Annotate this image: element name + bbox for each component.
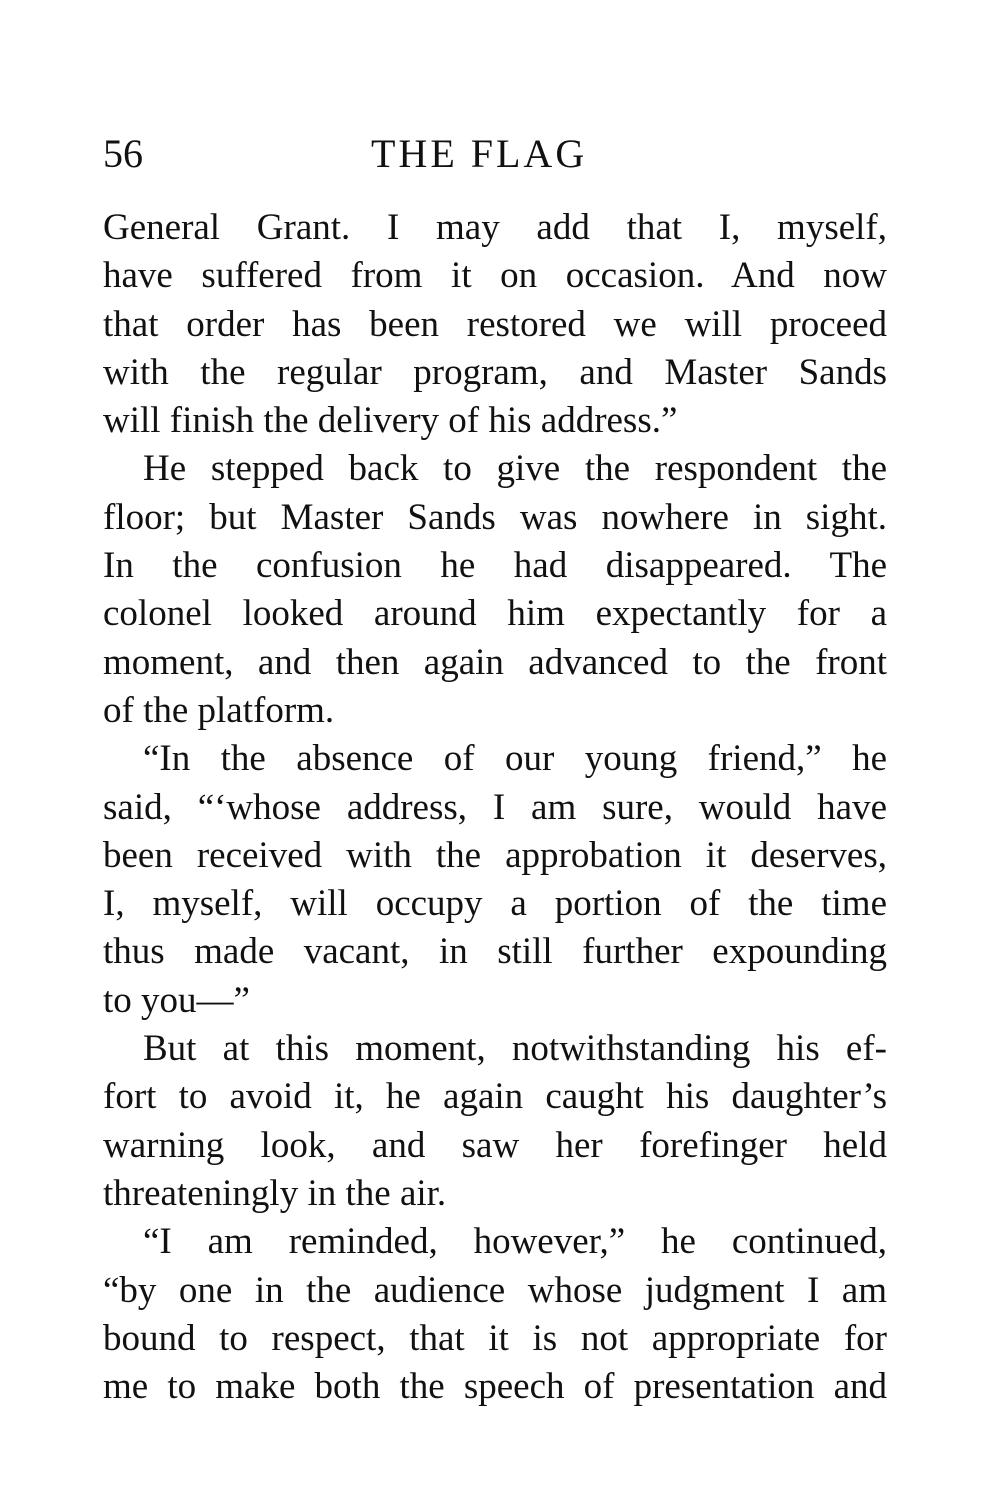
text-line: threateningly in the air. [103,1172,447,1214]
text-line: floor; but Master Sands was nowhere in sight. [103,496,887,538]
page-number: 56 [103,131,143,176]
text-line: that order has been restored we will proceed [103,303,887,345]
text-line: He stepped back to give the respondent the [143,448,887,490]
text-line: I, myself, will occupy a portion of the time [103,883,887,925]
text-line: General Grant. I may add that I, myself, [103,207,887,248]
body-text [103,204,887,1411]
text-line: with the regular program, and Master Sands [103,351,887,393]
text-line: bound to respect, that it is not appropriate for [103,1317,887,1359]
text-line: have suffered from it on occasion. And now [103,255,887,297]
text-line: will finish the delivery of his address.” [103,400,678,442]
page-header [103,128,887,188]
text-line: “by one in the audience whose judgment I am [103,1269,887,1311]
text-line: fort to avoid it, he again caught his daughter’s [103,1076,887,1118]
text-line: of the platform. [103,689,335,731]
text-line: to you—” [103,979,250,1021]
text-line: moment, and then again advanced to the front [103,641,887,683]
running-title: THE FLAG [371,131,588,176]
text-line: In the confusion he had disappeared. The [103,545,887,587]
text-line: colonel looked around him expectantly for a [103,593,887,635]
text-line: been received with the approbation it deserves, [103,834,887,876]
text-line: But at this moment, notwithstanding his ef- [143,1028,887,1070]
text-line: me to make both the speech of presentation and [103,1366,887,1408]
text-line: “I am reminded, however,” he continued, [143,1221,887,1263]
text-line: “In the absence of our young friend,” he [143,738,887,780]
text-line: warning look, and saw her forefinger held [103,1124,887,1166]
text-line: said, “‘whose address, I am sure, would have [103,786,887,828]
text-line: thus made vacant, in still further expounding [103,931,887,973]
